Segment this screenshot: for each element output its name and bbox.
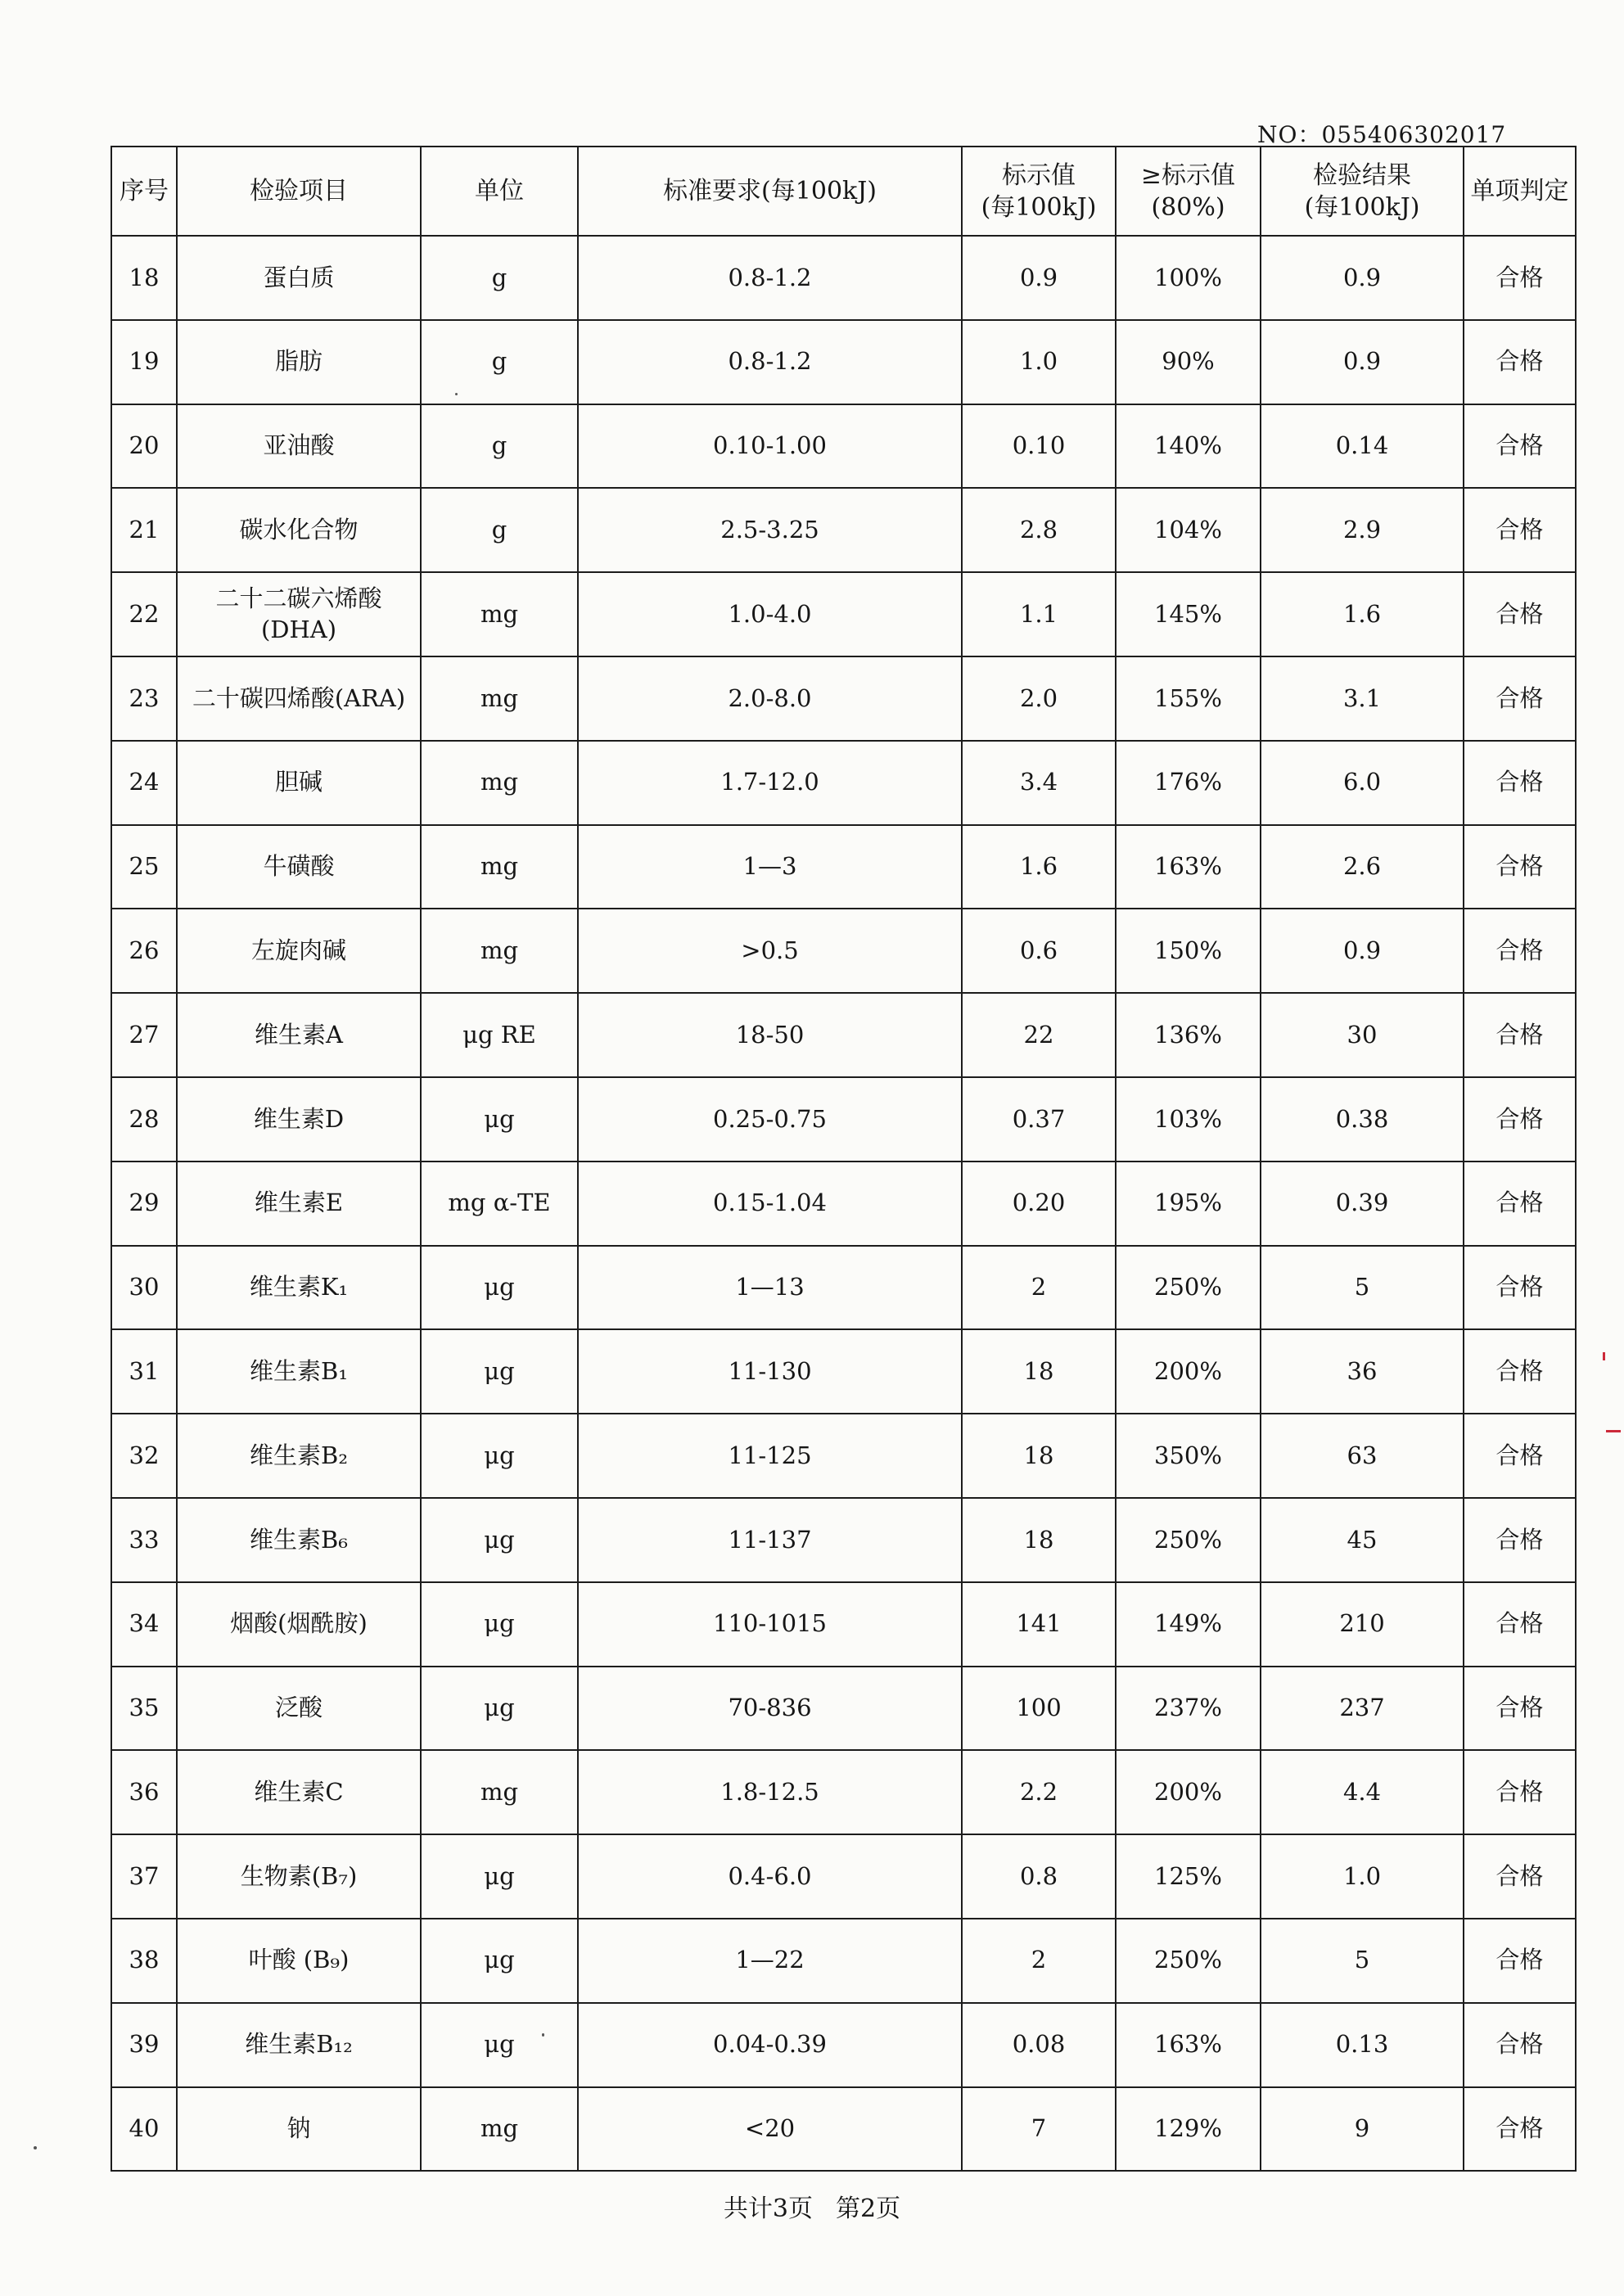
table-row bbox=[111, 572, 1576, 656]
cell-result: 0.38 bbox=[1261, 1077, 1464, 1162]
cell-label-value: 2.8 bbox=[962, 488, 1116, 572]
cell-item: 维生素K₁ bbox=[177, 1246, 421, 1330]
cell-unit: μg bbox=[421, 1498, 578, 1582]
cell-label-value: 18 bbox=[962, 1414, 1116, 1498]
cell-standard: 0.15-1.04 bbox=[578, 1162, 962, 1246]
cell-judgement: 合格 bbox=[1464, 2087, 1576, 2172]
cell-label-value: 1.1 bbox=[962, 572, 1116, 656]
table-row bbox=[111, 1246, 1576, 1330]
cell-unit: μg bbox=[421, 1667, 578, 1751]
cell-unit: μg bbox=[421, 2003, 578, 2087]
cell-standard: 0.4-6.0 bbox=[578, 1834, 962, 1919]
cell-result: 5 bbox=[1261, 1919, 1464, 2003]
cell-label-value: 0.10 bbox=[962, 404, 1116, 489]
table-row bbox=[111, 1077, 1576, 1162]
cell-item: 维生素C bbox=[177, 1750, 421, 1834]
footer-total-pages: 共计3页 bbox=[723, 2195, 813, 2223]
cell-standard: 110-1015 bbox=[578, 1582, 962, 1667]
cell-unit: mg bbox=[421, 2087, 578, 2172]
cell-seq: 25 bbox=[111, 825, 177, 909]
cell-label-value: 100 bbox=[962, 1667, 1116, 1751]
cell-judgement: 合格 bbox=[1464, 1162, 1576, 1246]
cell-unit: mg bbox=[421, 572, 578, 656]
cell-ratio: 237% bbox=[1116, 1667, 1261, 1751]
cell-ratio: 350% bbox=[1116, 1414, 1261, 1498]
table-row bbox=[111, 741, 1576, 825]
cell-item: 维生素E bbox=[177, 1162, 421, 1246]
cell-label-value: 1.0 bbox=[962, 320, 1116, 404]
cell-result: 0.9 bbox=[1261, 909, 1464, 993]
header-seq: 序号 bbox=[111, 147, 177, 236]
cell-unit: g bbox=[421, 236, 578, 320]
cell-seq: 18 bbox=[111, 236, 177, 320]
header-label-value-line1: 标示值 bbox=[1002, 160, 1076, 190]
cell-standard: 1—22 bbox=[578, 1919, 962, 2003]
cell-item: 维生素B₂ bbox=[177, 1414, 421, 1498]
cell-label-value: 0.9 bbox=[962, 236, 1116, 320]
cell-unit: mg bbox=[421, 656, 578, 741]
cell-label-value: 18 bbox=[962, 1498, 1116, 1582]
table-row bbox=[111, 825, 1576, 909]
cell-unit: μg bbox=[421, 1246, 578, 1330]
cell-judgement: 合格 bbox=[1464, 1329, 1576, 1414]
cell-result: 2.6 bbox=[1261, 825, 1464, 909]
scan-speck bbox=[455, 393, 458, 395]
cell-seq: 23 bbox=[111, 656, 177, 741]
cell-ratio: 163% bbox=[1116, 825, 1261, 909]
cell-seq: 24 bbox=[111, 741, 177, 825]
scan-mark-red bbox=[1606, 1430, 1621, 1432]
header-label-value bbox=[962, 147, 1116, 236]
cell-item: 胆碱 bbox=[177, 741, 421, 825]
cell-label-value: 141 bbox=[962, 1582, 1116, 1667]
cell-label-value: 0.20 bbox=[962, 1162, 1116, 1246]
cell-item: 维生素A bbox=[177, 993, 421, 1077]
cell-ratio: 200% bbox=[1116, 1750, 1261, 1834]
cell-result: 0.13 bbox=[1261, 2003, 1464, 2087]
cell-label-value: 7 bbox=[962, 2087, 1116, 2172]
cell-judgement: 合格 bbox=[1464, 488, 1576, 572]
cell-ratio: 125% bbox=[1116, 1834, 1261, 1919]
cell-seq: 21 bbox=[111, 488, 177, 572]
cell-label-value: 1.6 bbox=[962, 825, 1116, 909]
cell-ratio: 129% bbox=[1116, 2087, 1261, 2172]
cell-result: 45 bbox=[1261, 1498, 1464, 1582]
cell-judgement: 合格 bbox=[1464, 1077, 1576, 1162]
table-row bbox=[111, 236, 1576, 320]
cell-judgement: 合格 bbox=[1464, 993, 1576, 1077]
table-row bbox=[111, 1162, 1576, 1246]
cell-label-value: 0.08 bbox=[962, 2003, 1116, 2087]
cell-item-line2: (DHA) bbox=[260, 615, 337, 643]
cell-seq: 38 bbox=[111, 1919, 177, 2003]
cell-label-value: 2 bbox=[962, 1246, 1116, 1330]
cell-result: 0.9 bbox=[1261, 320, 1464, 404]
cell-seq: 33 bbox=[111, 1498, 177, 1582]
cell-judgement: 合格 bbox=[1464, 1246, 1576, 1330]
cell-ratio: 163% bbox=[1116, 2003, 1261, 2087]
cell-standard: 18-50 bbox=[578, 993, 962, 1077]
cell-seq: 29 bbox=[111, 1162, 177, 1246]
cell-standard: 0.8-1.2 bbox=[578, 236, 962, 320]
scan-speck bbox=[542, 2033, 544, 2037]
cell-judgement: 合格 bbox=[1464, 1498, 1576, 1582]
cell-ratio: 140% bbox=[1116, 404, 1261, 489]
cell-standard: 1.7-12.0 bbox=[578, 741, 962, 825]
cell-standard: 2.0-8.0 bbox=[578, 656, 962, 741]
cell-standard: 11-125 bbox=[578, 1414, 962, 1498]
cell-judgement: 合格 bbox=[1464, 2003, 1576, 2087]
header-result bbox=[1261, 147, 1464, 236]
cell-standard: 11-137 bbox=[578, 1498, 962, 1582]
header-ratio-line2: (80%) bbox=[1151, 192, 1225, 222]
cell-judgement: 合格 bbox=[1464, 909, 1576, 993]
cell-ratio: 176% bbox=[1116, 741, 1261, 825]
table-row bbox=[111, 1834, 1576, 1919]
table-row bbox=[111, 993, 1576, 1077]
header-unit: 单位 bbox=[421, 147, 578, 236]
cell-label-value: 22 bbox=[962, 993, 1116, 1077]
cell-item bbox=[177, 572, 421, 656]
cell-ratio: 104% bbox=[1116, 488, 1261, 572]
cell-ratio: 149% bbox=[1116, 1582, 1261, 1667]
cell-seq: 36 bbox=[111, 1750, 177, 1834]
cell-label-value: 0.37 bbox=[962, 1077, 1116, 1162]
cell-judgement: 合格 bbox=[1464, 1414, 1576, 1498]
header-result-line2: (每100kJ) bbox=[1304, 192, 1420, 222]
cell-judgement: 合格 bbox=[1464, 825, 1576, 909]
cell-ratio: 90% bbox=[1116, 320, 1261, 404]
cell-unit: g bbox=[421, 320, 578, 404]
cell-item: 维生素B₁ bbox=[177, 1329, 421, 1414]
cell-item: 泛酸 bbox=[177, 1667, 421, 1751]
table-row bbox=[111, 1919, 1576, 2003]
cell-result: 210 bbox=[1261, 1582, 1464, 1667]
page-footer bbox=[0, 2188, 1624, 2224]
cell-item: 亚油酸 bbox=[177, 404, 421, 489]
cell-seq: 32 bbox=[111, 1414, 177, 1498]
table-row bbox=[111, 656, 1576, 741]
cell-result: 0.14 bbox=[1261, 404, 1464, 489]
report-number: NO：055406302017 bbox=[1257, 121, 1507, 148]
cell-ratio: 200% bbox=[1116, 1329, 1261, 1414]
cell-judgement: 合格 bbox=[1464, 236, 1576, 320]
cell-label-value: 3.4 bbox=[962, 741, 1116, 825]
table-row bbox=[111, 1582, 1576, 1667]
cell-standard: 0.10-1.00 bbox=[578, 404, 962, 489]
cell-seq: 22 bbox=[111, 572, 177, 656]
cell-standard: 70-836 bbox=[578, 1667, 962, 1751]
cell-unit: mg bbox=[421, 1750, 578, 1834]
cell-ratio: 100% bbox=[1116, 236, 1261, 320]
cell-seq: 30 bbox=[111, 1246, 177, 1330]
cell-standard: >0.5 bbox=[578, 909, 962, 993]
cell-seq: 31 bbox=[111, 1329, 177, 1414]
table-row bbox=[111, 404, 1576, 489]
cell-standard: 0.8-1.2 bbox=[578, 320, 962, 404]
cell-item-line1: 二十二碳六烯酸 bbox=[215, 584, 382, 612]
header-result-line1: 检验结果 bbox=[1313, 160, 1411, 190]
cell-judgement: 合格 bbox=[1464, 656, 1576, 741]
cell-unit: mg bbox=[421, 909, 578, 993]
header-ratio bbox=[1116, 147, 1261, 236]
cell-label-value: 2.0 bbox=[962, 656, 1116, 741]
cell-seq: 37 bbox=[111, 1834, 177, 1919]
cell-seq: 39 bbox=[111, 2003, 177, 2087]
cell-unit: μg bbox=[421, 1329, 578, 1414]
cell-judgement: 合格 bbox=[1464, 1750, 1576, 1834]
header-ratio-line1: ≥标示值 bbox=[1140, 160, 1236, 190]
table-row bbox=[111, 1667, 1576, 1751]
cell-ratio: 250% bbox=[1116, 1919, 1261, 2003]
cell-unit: g bbox=[421, 488, 578, 572]
cell-result: 237 bbox=[1261, 1667, 1464, 1751]
cell-result: 9 bbox=[1261, 2087, 1464, 2172]
cell-seq: 28 bbox=[111, 1077, 177, 1162]
table-row bbox=[111, 320, 1576, 404]
header-label-value-line2: (每100kJ) bbox=[981, 192, 1097, 222]
cell-unit: μg bbox=[421, 1834, 578, 1919]
cell-judgement: 合格 bbox=[1464, 404, 1576, 489]
cell-item: 维生素D bbox=[177, 1077, 421, 1162]
table-row bbox=[111, 2087, 1576, 2172]
cell-seq: 26 bbox=[111, 909, 177, 993]
cell-label-value: 18 bbox=[962, 1329, 1116, 1414]
table-row bbox=[111, 1329, 1576, 1414]
cell-standard: 1—3 bbox=[578, 825, 962, 909]
cell-item: 维生素B₁₂ bbox=[177, 2003, 421, 2087]
cell-item: 牛磺酸 bbox=[177, 825, 421, 909]
cell-standard: 1.8-12.5 bbox=[578, 1750, 962, 1834]
footer-current-page: 第2页 bbox=[836, 2195, 901, 2223]
inspection-results-table bbox=[111, 146, 1577, 2172]
table-row bbox=[111, 909, 1576, 993]
cell-result: 0.9 bbox=[1261, 236, 1464, 320]
cell-unit: mg α-TE bbox=[421, 1162, 578, 1246]
cell-label-value: 0.8 bbox=[962, 1834, 1116, 1919]
cell-standard: <20 bbox=[578, 2087, 962, 2172]
cell-standard: 0.04-0.39 bbox=[578, 2003, 962, 2087]
cell-item: 碳水化合物 bbox=[177, 488, 421, 572]
cell-judgement: 合格 bbox=[1464, 320, 1576, 404]
cell-item: 生物素(B₇) bbox=[177, 1834, 421, 1919]
cell-ratio: 250% bbox=[1116, 1498, 1261, 1582]
cell-result: 30 bbox=[1261, 993, 1464, 1077]
cell-unit: μg bbox=[421, 1919, 578, 2003]
cell-judgement: 合格 bbox=[1464, 741, 1576, 825]
scan-mark-red bbox=[1603, 1352, 1605, 1360]
cell-item: 左旋肉碱 bbox=[177, 909, 421, 993]
cell-seq: 35 bbox=[111, 1667, 177, 1751]
cell-ratio: 155% bbox=[1116, 656, 1261, 741]
cell-label-value: 0.6 bbox=[962, 909, 1116, 993]
table-row bbox=[111, 1750, 1576, 1834]
cell-unit: μg bbox=[421, 1582, 578, 1667]
cell-judgement: 合格 bbox=[1464, 1919, 1576, 2003]
cell-item: 烟酸(烟酰胺) bbox=[177, 1582, 421, 1667]
table-header-row bbox=[111, 147, 1576, 236]
cell-standard: 0.25-0.75 bbox=[578, 1077, 962, 1162]
cell-ratio: 250% bbox=[1116, 1246, 1261, 1330]
table-body bbox=[111, 236, 1576, 2171]
table-row bbox=[111, 1414, 1576, 1498]
cell-unit: g bbox=[421, 404, 578, 489]
table-row bbox=[111, 488, 1576, 572]
cell-unit: μg RE bbox=[421, 993, 578, 1077]
cell-standard: 11-130 bbox=[578, 1329, 962, 1414]
table-row bbox=[111, 1498, 1576, 1582]
cell-unit: μg bbox=[421, 1077, 578, 1162]
cell-result: 0.39 bbox=[1261, 1162, 1464, 1246]
cell-ratio: 195% bbox=[1116, 1162, 1261, 1246]
cell-ratio: 150% bbox=[1116, 909, 1261, 993]
cell-standard: 1—13 bbox=[578, 1246, 962, 1330]
cell-result: 5 bbox=[1261, 1246, 1464, 1330]
cell-unit: μg bbox=[421, 1414, 578, 1498]
cell-judgement: 合格 bbox=[1464, 1834, 1576, 1919]
cell-result: 63 bbox=[1261, 1414, 1464, 1498]
cell-item: 钠 bbox=[177, 2087, 421, 2172]
cell-result: 3.1 bbox=[1261, 656, 1464, 741]
cell-item: 叶酸 (B₉) bbox=[177, 1919, 421, 2003]
cell-seq: 20 bbox=[111, 404, 177, 489]
header-standard: 标准要求(每100kJ) bbox=[578, 147, 962, 236]
cell-result: 36 bbox=[1261, 1329, 1464, 1414]
cell-unit: mg bbox=[421, 741, 578, 825]
cell-seq: 40 bbox=[111, 2087, 177, 2172]
cell-item: 二十碳四烯酸(ARA) bbox=[177, 656, 421, 741]
cell-result: 6.0 bbox=[1261, 741, 1464, 825]
cell-judgement: 合格 bbox=[1464, 572, 1576, 656]
cell-judgement: 合格 bbox=[1464, 1667, 1576, 1751]
cell-item: 蛋白质 bbox=[177, 236, 421, 320]
cell-judgement: 合格 bbox=[1464, 1582, 1576, 1667]
scan-speck bbox=[34, 2146, 37, 2149]
header-item: 检验项目 bbox=[177, 147, 421, 236]
cell-seq: 27 bbox=[111, 993, 177, 1077]
cell-result: 1.0 bbox=[1261, 1834, 1464, 1919]
cell-item: 脂肪 bbox=[177, 320, 421, 404]
cell-result: 2.9 bbox=[1261, 488, 1464, 572]
cell-standard: 2.5-3.25 bbox=[578, 488, 962, 572]
cell-ratio: 145% bbox=[1116, 572, 1261, 656]
cell-label-value: 2 bbox=[962, 1919, 1116, 2003]
cell-result: 1.6 bbox=[1261, 572, 1464, 656]
cell-unit: mg bbox=[421, 825, 578, 909]
cell-ratio: 136% bbox=[1116, 993, 1261, 1077]
cell-item: 维生素B₆ bbox=[177, 1498, 421, 1582]
cell-label-value: 2.2 bbox=[962, 1750, 1116, 1834]
header-judgement: 单项判定 bbox=[1464, 147, 1576, 236]
cell-standard: 1.0-4.0 bbox=[578, 572, 962, 656]
cell-ratio: 103% bbox=[1116, 1077, 1261, 1162]
cell-seq: 34 bbox=[111, 1582, 177, 1667]
cell-result: 4.4 bbox=[1261, 1750, 1464, 1834]
table-row bbox=[111, 2003, 1576, 2087]
cell-seq: 19 bbox=[111, 320, 177, 404]
